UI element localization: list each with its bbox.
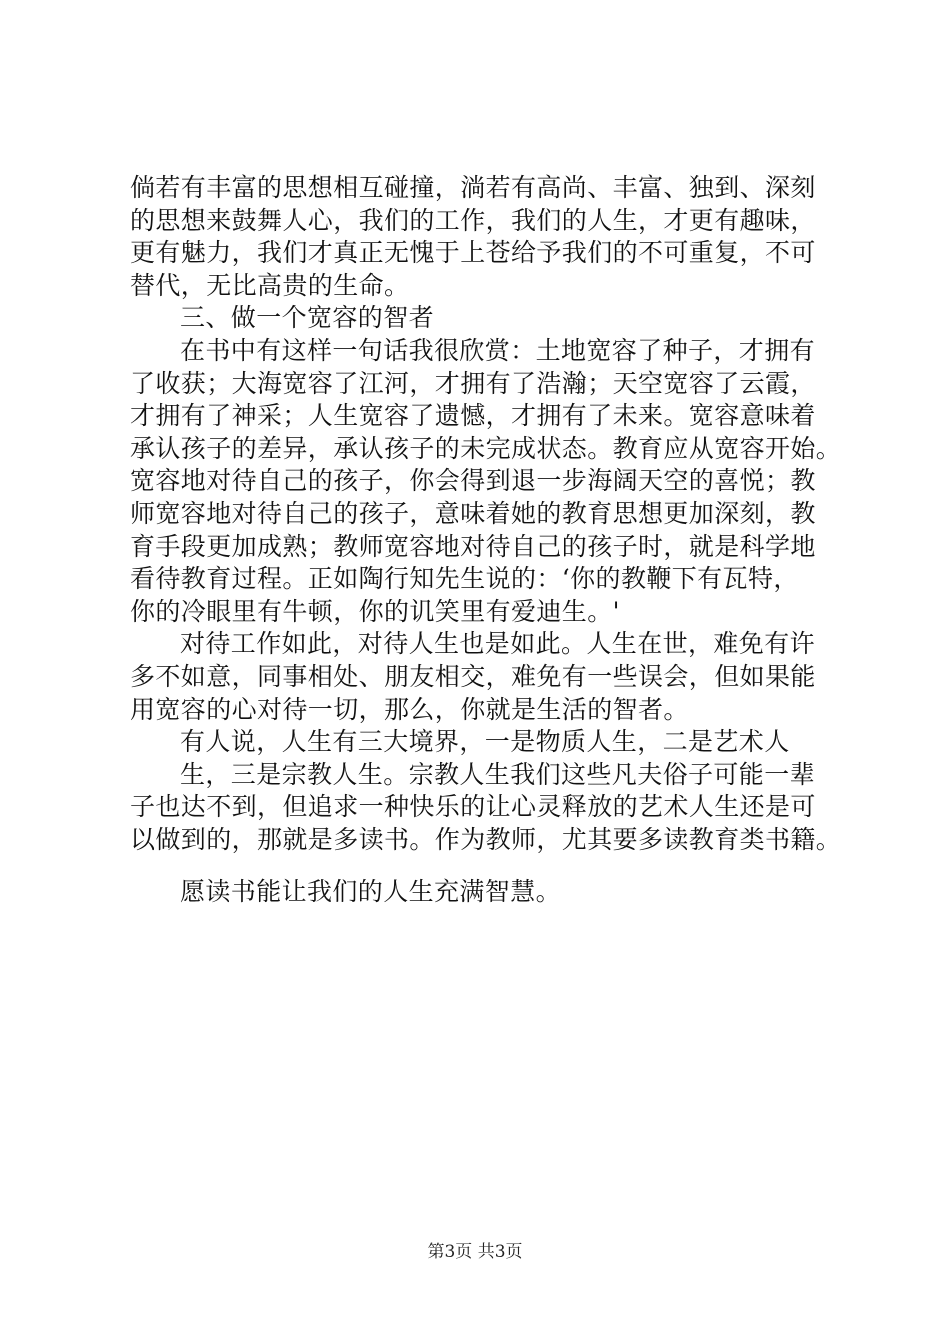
text-line: 师宽容地对待自己的孩子，意味着她的教育思想更加深刻，教 — [130, 498, 816, 528]
text-line: 看待教育过程。正如陶行知先生说的：‘你的教鞭下有瓦特， — [130, 564, 799, 594]
text-line: 对待工作如此，对待人生也是如此。人生在世，难免有许 — [180, 629, 816, 659]
text-line: 宽容地对待自己的孩子，你会得到退一步海阔天空的喜悦；教 — [130, 466, 816, 496]
text-line: 了收获；大海宽容了江河，才拥有了浩瀚；天空宽容了云霞， — [130, 368, 816, 398]
text-line: 替代，无比高贵的生命。 — [130, 270, 410, 300]
text-line: 用宽容的心对待一切，那么，你就是生活的智者。 — [130, 694, 689, 724]
text-line: 倘若有丰富的思想相互碰撞，淌若有高尚、丰富、独到、深刻 — [130, 173, 816, 202]
text-line: 生，三是宗教人生。宗教人生我们这些凡夫俗子可能一辈 — [180, 759, 816, 789]
text-line: 的思想来鼓舞人心，我们的工作，我们的人生，才更有趣味， — [130, 205, 816, 235]
page-footer: 第3页 共3页 — [427, 1242, 523, 1262]
closing-line: 愿读书能让我们的人生充满智慧。 — [180, 877, 562, 907]
text-line: 有人说，人生有三大境界，一是物质人生，二是艺术人 — [180, 727, 790, 757]
text-line: 多不如意，同事相处、朋友相交，难免有一些误会，但如果能 — [130, 661, 816, 691]
text-line: 更有魅力，我们才真正无愧于上苍给予我们的不可重复，不可 — [130, 238, 816, 268]
text-line: 才拥有了神采；人生宽容了遗憾，才拥有了未来。宽容意味着 — [130, 401, 816, 431]
text-line: 以做到的，那就是多读书。作为教师，尤其要多读教育类书籍。 — [130, 824, 842, 854]
section-heading: 三、做一个宽容的智者 — [180, 303, 435, 333]
text-line: 育手段更加成熟；教师宽容地对待自己的孩子时，就是科学地 — [130, 531, 816, 561]
text-line: 子也达不到，但追求一种快乐的让心灵释放的艺术人生还是可 — [130, 792, 816, 822]
paragraph-gap — [130, 856, 845, 876]
text-line: 你的冷眼里有牛顿，你的讥笑里有爱迪生。' — [130, 596, 620, 626]
body-text — [130, 172, 845, 909]
text-line: 承认孩子的差异，承认孩子的未完成状态。教育应从宽容开始。 — [130, 433, 842, 463]
text-line: 在书中有这样一句话我很欣赏：土地宽容了种子，才拥有 — [180, 335, 816, 365]
